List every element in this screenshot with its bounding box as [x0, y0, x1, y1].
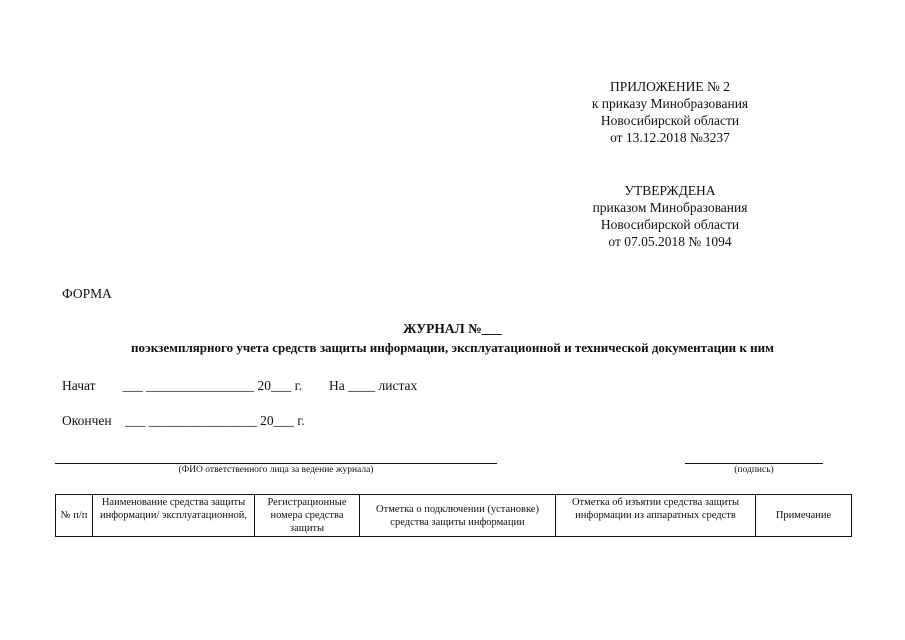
table-header-row: [56, 495, 852, 537]
header-removal-mark: Отметка об изъятии средства защиты информации из аппаратных средств: [556, 495, 756, 537]
appendix-line-2: к приказу Минобразования: [591, 96, 749, 111]
appendix-line-1: ПРИЛОЖЕНИЕ № 2: [609, 79, 731, 94]
approval-line-4: от 07.05.2018 № 1094: [608, 234, 732, 249]
responsible-name-line: [55, 463, 497, 464]
ended-line: Окончен ___ ________________ 20___ г.: [62, 413, 305, 428]
signature-caption: (подпись): [734, 465, 774, 475]
journal-table: [55, 494, 852, 537]
header-connection-mark: Отметка о подключении (установке) средства защиты информации: [360, 495, 556, 537]
form-label: ФОРМА: [62, 286, 112, 301]
signature-line: [685, 463, 823, 464]
journal-title: ЖУРНАЛ №___: [403, 321, 502, 336]
journal-subtitle: поэкземплярного учета средств защиты информации, эксплуатационной и технической документации к ним: [131, 340, 774, 355]
header-registration-numbers: Регистрационные номера средства защиты: [255, 495, 360, 537]
approval-line-3: Новосибирской области: [600, 217, 740, 232]
approval-line-1: УТВЕРЖДЕНА: [624, 183, 716, 198]
responsible-caption: (ФИО ответственного лица за ведение журнала): [178, 465, 374, 475]
approval-block: [560, 182, 780, 250]
appendix-line-3: Новосибирской области: [600, 113, 740, 128]
header-name: Наименование средства защиты информации/ эксплуатационной,: [93, 495, 255, 537]
appendix-block: [560, 78, 780, 146]
started-line: Начат ___ ________________ 20___ г. На ____ листах: [62, 378, 418, 393]
header-number: № п/п: [56, 495, 93, 537]
appendix-line-4: от 13.12.2018 №3237: [610, 130, 730, 145]
approval-line-2: приказом Минобразования: [592, 200, 748, 215]
header-note: Примечание: [756, 495, 852, 537]
